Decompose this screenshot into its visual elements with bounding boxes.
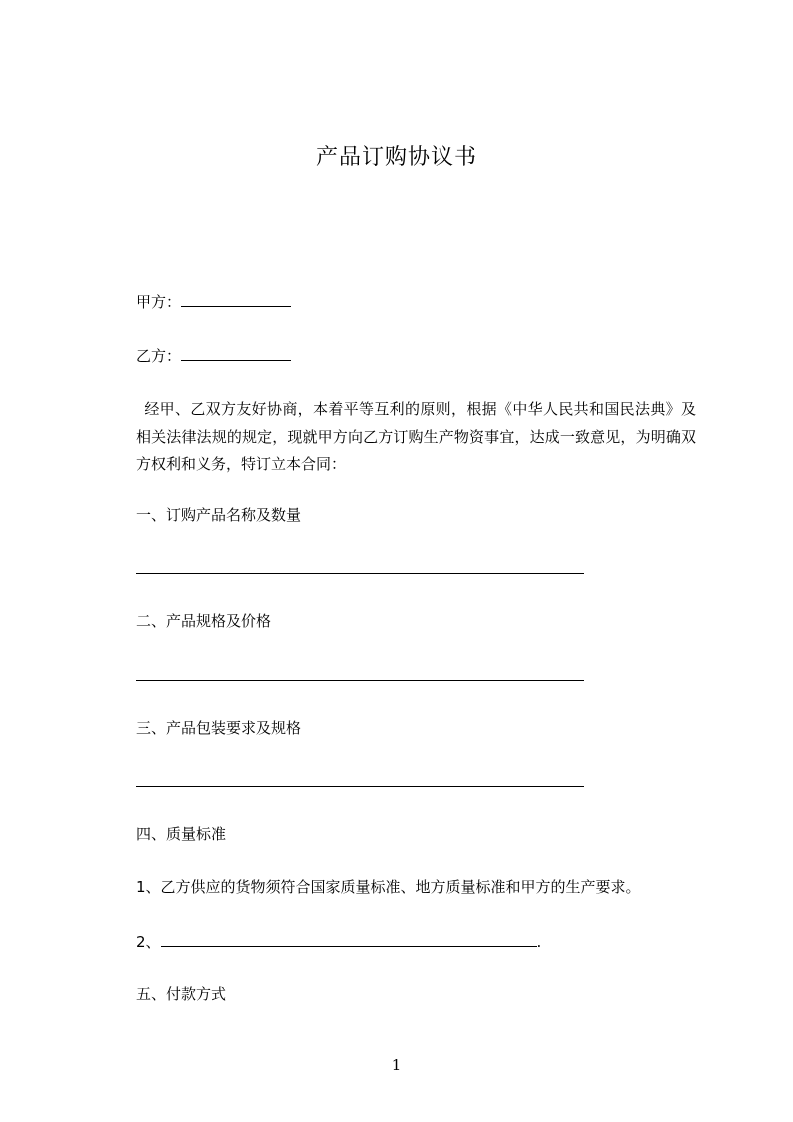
- party-b-blank: [181, 345, 291, 361]
- party-a-blank: [181, 291, 291, 307]
- clause-1: 1、乙方供应的货物须符合国家质量标准、地方质量标准和甲方的生产要求。: [136, 878, 641, 896]
- party-b-label: 乙方：: [136, 347, 182, 365]
- section-2-fill-line: [136, 680, 584, 681]
- section-1-fill-line: [136, 573, 584, 574]
- clause-2-blank: [161, 931, 537, 947]
- party-a-label: 甲方：: [136, 293, 182, 311]
- page-number: 1: [391, 1056, 402, 1074]
- section-4-heading: 四、质量标准: [136, 825, 227, 843]
- clause-2-suffix: .: [536, 933, 542, 951]
- intro-text: 经甲、乙双方友好协商，本着平等互利的原则，根据《中华人民共和国民法典》及相关法律法规的规定，现就甲方向乙方订购生产物资事宜，达成一致意见，为明确双方权利和义务，特订立本合同：: [136, 400, 696, 473]
- section-2-heading: 二、产品规格及价格: [136, 612, 272, 630]
- party-a-line: [136, 291, 291, 312]
- section-3-heading: 三、产品包装要求及规格: [136, 719, 302, 737]
- section-1-heading: 一、订购产品名称及数量: [136, 506, 302, 524]
- section-3-fill-line: [136, 786, 584, 787]
- clause-2-line: [136, 931, 541, 952]
- intro-paragraph: [136, 396, 696, 479]
- clause-2-prefix: 2、: [136, 933, 161, 951]
- section-5-heading: 五、付款方式: [136, 985, 227, 1003]
- party-b-line: [136, 345, 291, 366]
- document-title: 产品订购协议书: [315, 145, 477, 170]
